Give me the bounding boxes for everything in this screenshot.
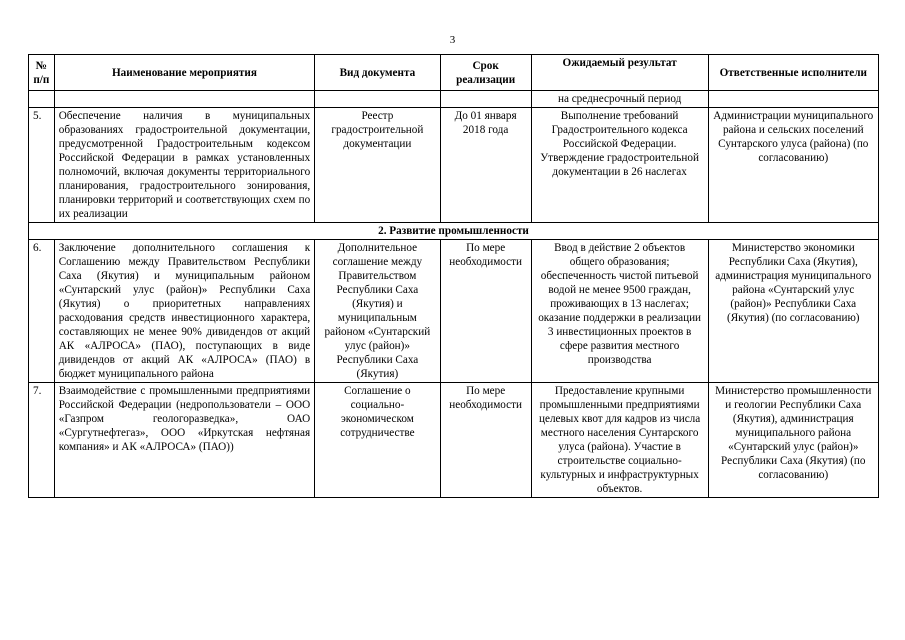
row-responsible: Министерство промышленности и геологии Республики Саха (Якутия), администрация муниципального района «Сунтарский улус (район)» Республики Саха (Якутия) (по согласованию) [708, 383, 878, 498]
table-row [29, 108, 879, 223]
continuation-text: на среднесрочный период [531, 91, 708, 108]
header-doc-type: Вид документа [315, 55, 440, 91]
header-name: Наименование мероприятия [54, 55, 314, 91]
section-title: 2. Развитие промышленности [29, 223, 879, 240]
row-result: Выполнение требований Градостроительного кодекса Российской Федерации. Утверждение градостроительной документации в 26 наслегах [531, 108, 708, 223]
row-responsible: Министерство экономики Республики Саха (Якутия), администрация муниципального района «Сунтарский улус (район)» Республики Саха (Якутия) (по согласованию) [708, 240, 878, 383]
table-header-row [29, 55, 879, 91]
row-doc-type: Соглашение о социально-экономическом сотрудничестве [315, 383, 440, 498]
header-responsible: Ответственные исполнители [708, 55, 878, 91]
table-row [29, 240, 879, 383]
row-num: 6. [29, 240, 55, 383]
header-term: Срок реализации [440, 55, 531, 91]
table-row [29, 383, 879, 498]
row-term: По мере необходимости [440, 240, 531, 383]
row-name: Взаимодействие с промышленными предприятиями Российской Федерации (недропользователи – ООО «Газпром геологоразведка», ОАО «Сургутнефтегаз», ООО «Иркутская нефтяная компания» и АК «АЛРОСА» (ПАО)) [54, 383, 314, 498]
row-doc-type: Дополнительное соглашение между Правительством Республики Саха (Якутия) и муниципальным районом «Сунтарский улус (район)» Республики Саха (Якутия) [315, 240, 440, 383]
header-num: № п/п [29, 55, 55, 91]
header-result: Ожидаемый результат [531, 55, 708, 91]
row-name: Обеспечение наличия в муниципальных образованиях градостроительной документации, предусмотренной Градостроительным кодексом Российской Федерации в рамках установленных полномочий, включая документы территориального планирования, градостроительного зонирования, планировки территорий и соответствующих схем по их реализации [54, 108, 314, 223]
continuation-row [29, 91, 879, 108]
row-num: 5. [29, 108, 55, 223]
page-number: 3 [449, 34, 456, 46]
action-plan-table [28, 54, 879, 498]
row-result: Предоставление крупными промышленными предприятиями целевых квот для кадров из числа местного населения Сунтарского улуса (района). Участие в строительстве социально-культурных и инфраструктурных объектов. [531, 383, 708, 498]
row-name: Заключение дополнительного соглашения к Соглашению между Правительством Республики Саха (Якутия) и муниципальным районом «Сунтарский улус (район)» Республики Саха (Якутия) о приоритетных направлениях расходования средств инвестиционного характера, составляющих не менее 90% дивидендов от акций АК «АЛРОСА» (ПАО), поступающих в виде дивидендов от акций АК «АЛРОСА» (ПАО) в бюджет муниципального района [54, 240, 314, 383]
row-result: Ввод в действие 2 объектов общего образования; обеспеченность чистой питьевой водой не менее 9500 граждан, проживающих в 13 наслегах; оказание поддержки в реализации 3 инвестиционных проектов в сфере развития местного производства [531, 240, 708, 383]
row-term: По мере необходимости [440, 383, 531, 498]
row-doc-type: Реестр градостроительной документации [315, 108, 440, 223]
row-term: До 01 января 2018 года [440, 108, 531, 223]
row-num: 7. [29, 383, 55, 498]
section-row [29, 223, 879, 240]
row-responsible: Администрации муниципального района и сельских поселений Сунтарского улуса (района) (по согласованию) [708, 108, 878, 223]
